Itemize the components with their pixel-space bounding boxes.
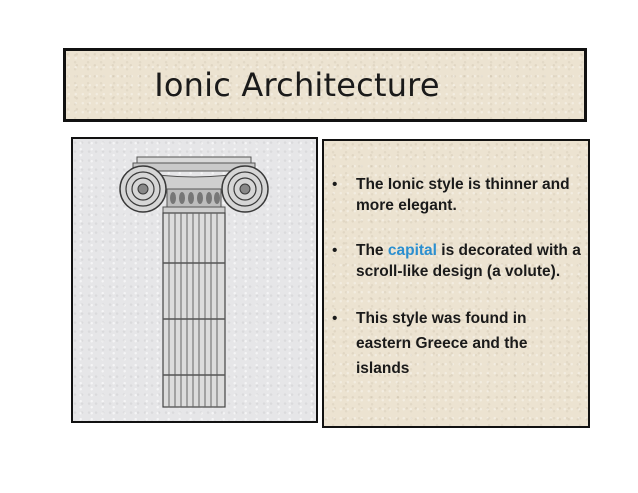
bullet-text: The Ionic style is thinner and more elegant. xyxy=(356,176,570,214)
bullet-glyph: • xyxy=(332,310,338,327)
bullet-item xyxy=(332,306,582,381)
bullet-text: This style was found in eastern Greece and the islands xyxy=(356,310,528,377)
bullet-text: is decorated with a scroll-like design (a volute). xyxy=(356,242,581,280)
bullet-item xyxy=(332,240,582,282)
bullet-glyph: • xyxy=(332,176,338,193)
bullet-text: The xyxy=(356,242,388,259)
bullet-text-box xyxy=(322,139,590,428)
ionic-column-icon xyxy=(73,139,320,425)
bullet-item xyxy=(332,174,582,216)
slide-title: Ionic Architecture xyxy=(154,66,440,104)
title-box xyxy=(63,48,587,122)
bullet-glyph: • xyxy=(332,242,338,259)
capital-link[interactable]: capital xyxy=(387,242,437,259)
column-image-frame xyxy=(71,137,318,423)
bullet-list xyxy=(332,174,582,381)
